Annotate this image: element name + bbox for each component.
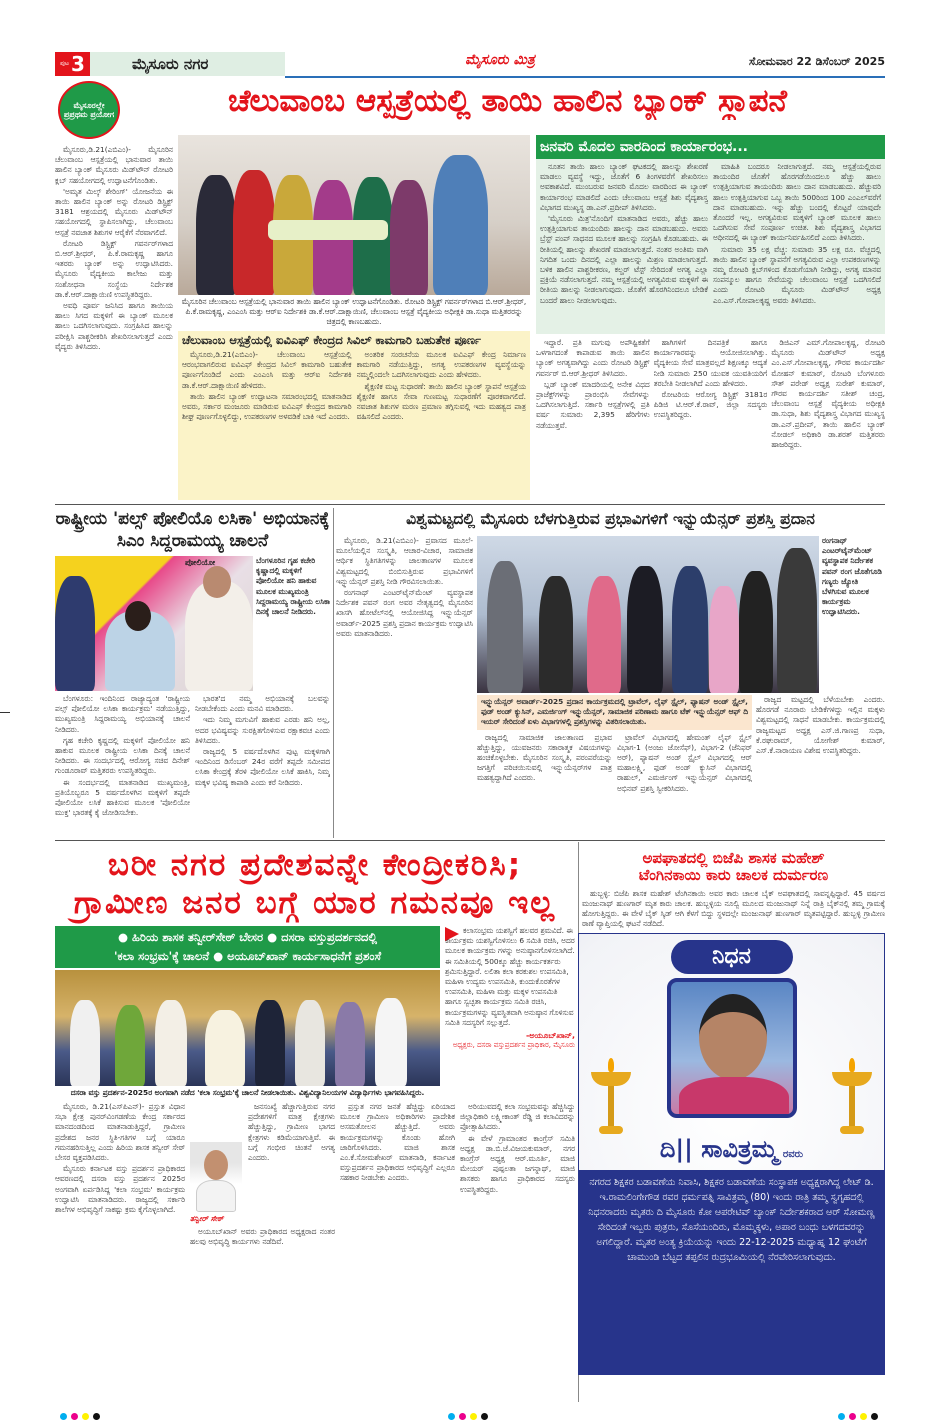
rural-col-4 xyxy=(460,1102,575,1402)
ivf-col-1 xyxy=(182,350,352,498)
lead-left-column xyxy=(55,145,173,500)
lead-side-stack xyxy=(536,135,885,500)
ayub-khan-quote: ಕಲಾಸಂಭ್ರಮ ಯಶಸ್ವಿಗೆ ಹಲವರ ಶ್ರಮವಿದೆ. ಈ ಕಾರ್ಯಕ್ರಮ ಯಶಸ್ವಿಗೊಳಿಸಲು 6 ಸಮಿತಿ ರಚಿಸಿ, ಅದರ ಮೂಲಕ ಕಾರ್ಯಕ್ರಮ ಗಳನ್ನು ಅನುಷ್ಠಾನಗೊಳಿಸಲಾಗಿದೆ. ಈ ಸಮಿತಿಯಲ್ಲಿ 500ಕ್ಕೂ ಹೆಚ್ಚು ಕಾರ್ಯಕರ್ತರು ಶ್ರಮಿಸುತ್ತಿದ್ದಾರೆ. ಲಲಿತಾ ಕಲಾ ಕರಕುಶಲ ಉಪಸಮಿತಿ, ಮಹಿಳಾ ಉದ್ಯಮ ಉಪಸಮಿತಿ, ಕುಂದುಕೊರತೆಗಳ ಉಪಸಮಿತಿ, ಮಹಿಳಾ ಮತ್ತು ಮಕ್ಕಳ ಉಪಸಮಿತಿ ಹಾಗೂ ಸ್ವಚ್ಛತಾ ಕಾರ್ಯಕ್ರಮ ಸಮಿತಿ ರಚಿಸಿ, ಕಾರ್ಯಕ್ರಮಗಳನ್ನು ವ್ಯವಸ್ಥಿತವಾಗಿ ಅನುಷ್ಠಾನ ಗೊಳಿಸುವ ಸಮಿತಿ ಸದಸ್ಯರಿಗೆ ಸಲ್ಲುತ್ತದೆ. xyxy=(445,926,575,1027)
polio-col-2 xyxy=(195,694,330,836)
right-oil-lamp-icon xyxy=(830,978,874,1134)
polio-headline: ರಾಷ್ಟ್ರೀಯ 'ಪಲ್ಸ್ ಪೋಲಿಯೊ ಲಸಿಕಾ' ಅಭಿಯಾನಕ್ಕೆ ಸಿಎಂ ಸಿದ್ದರಾಮಯ್ಯ ಚಾಲನೆ xyxy=(55,509,330,551)
side-heading: ಜನವರಿ ಮೊದಲ ವಾರದಿಂದ ಕಾರ್ಯಾರಂಭ... xyxy=(540,139,748,155)
paragraph: ರಾಜ್ಯದಲ್ಲಿ 5 ವರ್ಷದೊಳಗಿನ ಪುಟ್ಟ ಮಕ್ಕಳಿಗಾಗಿ ಇಂದಿನಿಂದ ಡಿಸೆಂಬರ್ 24ರ ವರೆಗೆ ತಪ್ಪದೇ ಸಮೀಪದ ಲಸಿಕಾ ಕೇಂದ್ರಕ್ಕೆ ತೆರಳಿ ಪೋಲಿಯೋ ಲಸಿಕೆ ಹಾಕಿಸಿ, ನಿಮ್ಮ ಮಕ್ಕಳ ಭವಿಷ್ಯ ಕಾಪಾಡಿ ಎಂದು ಕರೆ ನೀಡಿದರು. xyxy=(195,747,330,787)
registration-marks-left xyxy=(60,1405,104,1424)
paragraph: ರಾಜ್ಯದ ಮಟ್ಟದಲ್ಲಿ ಬೆಳೆಯಬೇಕು ಎಂದರು. ಹೊರಗಡೆ ನೂರಾರು ಬೇಡಿಕೆಗಳಿದ್ದು ಇಲ್ಲಿನ ಮಕ್ಕಳು ವಿಶ್ವಮಟ್ಟದಲ್ಲಿ ಸಾಧನೆ ಮಾಡಬೇಕು. ಕಾರ್ಯಕ್ರಮದಲ್ಲಿ ರಾಜ್ಯಮಟ್ಟದ ಅಧ್ಯಕ್ಷ ಎಸ್.ಜಿ.ಗಾಣಪ್ರ ಸುಧಾ, ಕೆ.ರಘುರಾಮ್, ಯೋಗೇಶ್ ಕುಮಾರ್, ಎಸ್.ಕೆ.ನಾರಾಯಣ ವಿಶೇಷ ಉಪಸ್ಥಿತರಿದ್ದರು. xyxy=(756,695,885,756)
kala-sambhrama-photo xyxy=(55,970,440,1086)
influencer-col-3 xyxy=(617,733,752,836)
left-oil-lamp-icon xyxy=(589,978,633,1134)
influencer-caption: ಇನ್ಫ್ಲುಯೆನ್ಸರ್ ಅವಾರ್ಡ್-2025 ಪ್ರದಾನ ಕಾರ್ಯಕ್ರಮದಲ್ಲಿ ಟ್ರಾವೆಲ್, ಲೈಫ್ ಸ್ಟೈಲ್, ಫ್ಯಾಷನ್ ಅಂಡ್ ಸ್ಟೈಲ್, ಫುಡ್ ಅಂಡ್ ಕ್ಯುಸಿನ್, ಎಮರ್ಜಿಂಗ್ ಇನ್ಫ್ಲುಯೆನ್ಸರ್, ಸಾಮಾಜಿಕ ಪರಿಣಾಮ ಹಾಗೂ ಟೆಕ್ ಇನ್ಫ್ಲುಯೆನ್ಸರ್ ಆಫ್ ದಿ ಇಯರ್ ಸೇರಿದಂತೆ ಏಳು ವಿಭಾಗಗಳಲ್ಲಿ ಪ್ರಶಸ್ತಿಗಳನ್ನು ವಿತರಿಸಲಾಯಿತು. xyxy=(477,695,752,730)
paragraph: ನೂತನ ತಾಯಿ ಹಾಲು ಬ್ಯಾಂಕ್ ಘಟಕದಲ್ಲಿ ಹಾಲನ್ನು ಶೇಖರಣೆ ಮಾಡಲು ವ್ಯವಸ್ಥೆ ಇದ್ದು, ಜೊತೆಗೆ 6 ತಿಂಗಳವರೆಗೆ ಶೇಖರಿಸಲು ಅವಕಾಶವಿದೆ. ಮುಂಬರುವ ಜನವರಿ ಮೊದಲ ವಾರದಿಂದ ಈ ಬ್ಯಾಂಕ್ ಕಾರ್ಯಾರಂಭ ಮಾಡಲಿದೆ ಎಂದು ಚೆಲುವಾಂಬ ಆಸ್ಪತ್ರೆ ಶಿಶು ವೈದ್ಯಶಾಸ್ತ್ರ ವಿಭಾಗದ ಮುಖ್ಯಸ್ಥ ಡಾ.ಎನ್.ಪ್ರದೀಪ್ ತಿಳಿಸಿದರು. xyxy=(540,162,708,212)
polio-photo-side-caption: ಬೆಂಗಳೂರಿನ ಗೃಹ ಕಚೇರಿ ಕೃಷ್ಣಾದಲ್ಲಿ ಮಕ್ಕಳಿಗೆ ಪೋಲಿಯೋ ಹನಿ ಹಾಕುವ ಮೂಲಕ ಮುಖ್ಯಮಂತ್ರಿ ಸಿದ್ದರಾಮಯ್ಯ ರಾಷ್ಟ್ರೀಯ ಲಸಿಕಾ ದಿನಕ್ಕೆ ಚಾಲನೆ ನೀಡಿದರು. xyxy=(256,556,330,617)
rural-col-2-top: ಜನಸಂಖ್ಯೆ ಹೆಚ್ಚಾಗುತ್ತಿರುವ ನಗರ ಪ್ರದೇಶಗಳಿಗೆ ಮಾತ್ರ ಕ್ಷೇತ್ರಗಳು ಹೆಚ್ಚುತ್ತಿದ್ದು, ಗ್ರಾಮೀಣ ಭಾಗದ ಕ್ಷೇತ್ರಗಳು ಕಡಿಮೆಯಾಗುತ್ತಿವೆ. ಈ ಬಗ್ಗೆ ಗಂಭೀರ ಚಿಂತನೆ ಅಗತ್ಯ ಎಂದರು. xyxy=(248,1102,335,1163)
ivf-box xyxy=(178,331,530,500)
ivf-col-2 xyxy=(357,350,527,498)
paragraph: ಬೆಂಗಳೂರು: ಇಂದಿನಿಂದ ರಾಜ್ಯಾದ್ಯಂತ 'ರಾಷ್ಟ್ರೀಯ ಪಲ್ಸ್ ಪೋಲಿಯೋ ಲಸಿಕಾ ಕಾರ್ಯಕ್ರಮ' ನಡೆಯುತ್ತಿದ್ದು, ಮುಖ್ಯಮಂತ್ರಿ ಸಿದ್ದರಾಮಯ್ಯ ಅಭಿಯಾನಕ್ಕೆ ಚಾಲನೆ ನೀಡಿದರು. xyxy=(55,694,190,734)
paragraph: ಟ್ರಾವೆಲ್ ವಿಭಾಗದಲ್ಲಿ ಹೇಮಂತ್ ಲೈಫ್ ಸ್ಟೈಲ್ ವಿಭಾಗ-1 (ಅಂಜು ಜೋಸೆಫ್), ವಿಭಾಗ-2 (ಜೆನಿಫರ್ ಅರ್), ಫ್ಯಾಷನ್ ಅಂಡ್ ಸ್ಟೈಲ್ ವಿಭಾಗದಲ್ಲಿ ಆರ್ ಮಹಾಲಕ್ಷ್ಮಿ, ಫುಡ್ ಅಂಡ್ ಕ್ಯುಸಿನ್ ವಿಭಾಗದಲ್ಲಿ ರಾಹುಲ್, ಎಮರ್ಜಿಂಗ್ ಇನ್ಫ್ಲುಯೆನ್ಸರ್ ವಿಭಾಗದಲ್ಲಿ ಅಭಿನವ್ ಪ್ರಶಸ್ತಿ ಸ್ವೀಕರಿಸಿದರು. xyxy=(617,732,752,793)
deceased-name-suffix: ರವರು xyxy=(782,1149,804,1161)
divider xyxy=(55,840,885,841)
milk-bank-photo-caption: ಮೈಸೂರಿನ ಚೆಲುವಾಂಬ ಆಸ್ಪತ್ರೆಯಲ್ಲಿ ಭಾನುವಾರ ತಾಯಿ ಹಾಲಿನ ಬ್ಯಾಂಕ್ ಉದ್ಘಾಟನೆಗೊಂಡಿತು. ರೋಟರಿ ಡಿಸ್ಟ್ರಿಕ್ಟ್ ಗವರ್ನರ್‌ಗಳಾದ ಬಿ.ಆರ್.ಶ್ರೀಧರ್, ಪಿ.ಕೆ.ರಾಮಕೃಷ್ಣ, ಎಂಎಂಸಿ ಮತ್ತು ಆರ್‌ಐ ನಿರ್ದೇಶಕಿ ಡಾ.ಕೆ.ಆರ್.ದಾಕ್ಷಾಯಿಣಿ, ಚೆಲುವಾಂಬ ಆಸ್ಪತ್ರೆ ವೈದ್ಯಕೀಯ ಅಧೀಕ್ಷಕಿ ಡಾ.ಸುಧಾ ಮತ್ತಿತರರನ್ನು ಚಿತ್ರದಲ್ಲಿ ಕಾಣಬಹುದು. xyxy=(181,297,527,326)
influencer-col-2 xyxy=(477,733,612,836)
side-col-4 xyxy=(654,338,768,500)
paragraph: ರೋಟರಿ ಡಿಸ್ಟ್ರಿಕ್ಟ್ ಗವರ್ನರ್‌ಗಳಾದ ಬಿ.ಆರ್.ಶ್ರೀಧರ್, ಪಿ.ಕೆ.ರಾಮಕೃಷ್ಣ ಹಾಗೂ ಇತರರು ಬ್ಯಾಂಕ್ ಅನ್ನು ಉದ್ಘಾಟಿಸಿದರು. ಮೈಸೂರು ವೈದ್ಯಕೀಯ ಕಾಲೇಜು ಮತ್ತು ಸಂಶೋಧನಾ ಸಂಸ್ಥೆಯ ನಿರ್ದೇಶಕ ಡಾ.ಕೆ.ಆರ್.ದಾಕ್ಷಾಯಿಣಿ ಉಪಸ್ಥಿತರಿದ್ದರು. xyxy=(55,238,173,299)
page-number-box xyxy=(55,52,90,76)
obituary-box xyxy=(578,933,885,1375)
section-label: ಮೈಸೂರು ನಗರ xyxy=(90,52,285,76)
paragraph: ಮಾಹಿತಿ ಬಂದರೂ ನೀಡಲಾಗುತ್ತದೆ. ನಮ್ಮ ಆಸ್ಪತ್ರೆಯಲ್ಲಿರುವ ತಾಯಂದಿರ ಜೊತೆಗೆ ಹೊರಗಡೆಯಿಂದಲೂ ಹೆಚ್ಚು ಹಾಲು ಉತ್ಪತ್ತಿಯಾಗುವ ತಾಯಂದಿರು ಹಾಲು ದಾನ ಮಾಡಬಹುದು. ಹೆಚ್ಚುವರಿ ಹಾಲು ಉತ್ಪತ್ತಿಯಾಗುವ ಒಬ್ಬ ತಾಯಿ 500ರಿಂದ 100 ಎಂಎಲ್‌ವರೆಗೆ ದಾನ ಮಾಡಬಹುದು. ಇನ್ನು ಹೆಚ್ಚು ಬಂದಲ್ಲಿ ಕೊಟ್ಟರೆ ಯಾವುದೇ ತೊಂದರೆ ಇಲ್ಲ. ಅಗತ್ಯವಿರುವ ಮಕ್ಕಳಿಗೆ ಬ್ಯಾಂಕ್ ಮೂಲಕ ಹಾಲು ಒದಗಿಸುವ ಸೇವೆ ಸಂಪೂರ್ಣ ಉಚಿತ. ಶಿಶು ವೈದ್ಯಶಾಸ್ತ್ರ ವಿಭಾಗದ ಅಧೀನದಲ್ಲಿ ಈ ಬ್ಯಾಂಕ್ ಕಾರ್ಯನಿರ್ವಹಿಸಲಿದೆ ಎಂದು ತಿಳಿಸಿದರು. xyxy=(713,162,881,243)
rural-headline-line-2: ಗ್ರಾಮೀಣ ಜನರ ಬಗ್ಗೆ ಯಾರ ಗಮನವೂ ಇಲ್ಲ xyxy=(73,885,557,921)
deceased-name-row xyxy=(579,1134,884,1170)
paragraph: ಮೈಸೂರು, ಡಿ.21(ಎಬಿಎಂ)- ಪ್ರವಾಸದ ಮೂಲೆ-ಮೂಲೆಯಲ್ಲಿನ ಸಂಸ್ಕೃತಿ, ಆಚಾರ-ವಿಚಾರ, ಸಾಮಾಜಿಕ ಆರ್ಥಿಕ ಸ್ಥಿತಿಗತಿಗಳನ್ನು ಜಾಲತಾಣಗಳ ಮೂಲಕ ವಿಶ್ವಮಟ್ಟದಲ್ಲಿ ಬಿಂಬಿಸುತ್ತಿರುವ ಪ್ರಭಾವಿಗಳಿಗೆ ಇನ್ಫ್ಲುಯೆನ್ಸರ್ ಪ್ರಶಸ್ತಿ ನೀಡಿ ಗೌರವಿಸಲಾಯಿತು. xyxy=(336,536,473,586)
polio-col-1 xyxy=(55,694,190,836)
polio-photo xyxy=(55,556,253,691)
paragraph: ಮೈಸೂರು,ಡಿ.21(ಎಬಿಎಂ)- ಮೈಸೂರಿನ ಚೆಲುವಾಂಬ ಆಸ್ಪತ್ರೆಯಲ್ಲಿ ಭಾನುವಾರ ತಾಯಿ ಹಾಲಿನ ಬ್ಯಾಂಕ್ ಮೈಸೂರು ಮಿಡ್‌ಟೌನ್ ರೋಟರಿ ಕ್ಲಬ್ ಸಹಯೋಗದಲ್ಲಿ ಉದ್ಘಾಟನೆಗೊಂಡಿತು. xyxy=(55,145,173,185)
crop-mark xyxy=(0,712,10,713)
paragraph: ಮೈಸೂರು,ಡಿ.21(ಎಬಿಎಂ)- ಚೆಲುವಾಂಬ ಆಸ್ಪತ್ರೆಯಲ್ಲಿ ಆರಂಭವಾಗಲಿರುವ ಐವಿಎಫ್ ಕೇಂದ್ರದ ಸಿವಿಲ್ ಕಾಮಗಾರಿ ಬಹುತೇಕ ಪೂರ್ಣಗೊಂಡಿದೆ ಎಂದು ಎಂಎಂಸಿ ಮತ್ತು ಆರ್‌ಐ ನಿರ್ದೇಶಕಿ ಡಾ.ಕೆ.ಆರ್.ದಾಕ್ಷಾಯಿಣಿ ಹೇಳಿದರು. xyxy=(182,350,352,390)
paragraph: ಈ ವೇಳೆ ಗ್ರಾಮಾಂತರ ಕಾಂಗ್ರೆಸ್ ಸಮಿತಿ ಅಧ್ಯಕ್ಷ ಡಾ.ಬಿ.ಜೆ.ವಿಜಯಕುಮಾರ್, ನಗರ ಕಾಂಗ್ರೆಸ್ ಅಧ್ಯಕ್ಷ ಆರ್.ಮೂರ್ತಿ, ಮಾಜಿ ಮೇಯರ್ ಪುಷ್ಪಲತಾ ಜಗನ್ನಾಥ್, ಮಾಜಿ ಶಾಸಕರು ಹಾಗೂ ಪ್ರಾಧಿಕಾರದ ಸದಸ್ಯರು ಉಪಸ್ಥಿತರಿದ್ದರು. xyxy=(460,1133,575,1194)
rural-subheading-bar xyxy=(55,926,440,968)
paragraph: ಇದ್ದಾರೆ. ಪ್ರತಿ ಮಗುವು ಅಪೌಷ್ಟಿಕತೆಗೆ ಒಳಗಾಗದಂತೆ ಕಾಪಾಡುವ ತಾಯಿ ಹಾಲಿನ ಬ್ಯಾಂಕ್ ಅಗತ್ಯವಾಗಿದ್ದು ಎಂದು ರೋಟರಿ ಡಿಸ್ಟ್ರಿಕ್ಟ್ ಗವರ್ನರ್ ಬಿ.ಆರ್.ಶ್ರೀಧರ್ ತಿಳಿಸಿದರು. xyxy=(536,338,650,378)
quote-arrow-icon xyxy=(445,927,459,941)
side-col-1 xyxy=(540,162,708,331)
side-col-3 xyxy=(536,338,650,500)
divider xyxy=(55,504,885,505)
paragraph: ಇದು ನಿಮ್ಮ ಮಗುವಿಗೆ ಹಾಕುವ ಎರಡು ಹನಿ ಅಲ್ಲ, ಅದರ ಭವಿಷ್ಯವನ್ನು ಸುರಕ್ಷಿತಗೊಳಿಸುವ ರಕ್ಷಾಕವಚ ಎಂದು ತಿಳಿಸಿದರು. xyxy=(195,715,330,745)
paragraph: ಈ ಸಂದರ್ಭದಲ್ಲಿ ಮಾತನಾಡಿದ ಮುಖ್ಯಮಂತ್ರಿ, ಪ್ರತಿಯೊಬ್ಬರೂ 5 ವರ್ಷದೊಳಗಿನ ಮಕ್ಕಳಿಗೆ ತಪ್ಪದೇ ಪೋಲಿಯೋ ಲಸಿಕೆ ಹಾಕಿಸುವ ಮೂಲಕ 'ಪೋಲಿಯೋ ಮುಕ್ತ' ಭಾರತಕ್ಕೆ ಕೈ ಜೋಡಿಸಬೇಕು. xyxy=(55,777,190,818)
tanveer-sait-portrait xyxy=(190,1142,242,1212)
side-box xyxy=(536,159,885,334)
paragraph: ಬ್ಲಡ್ ಬ್ಯಾಂಕ್ ಮಾದರಿಯಲ್ಲಿ ಅನೇಕ ವಿಧದ ಪ್ರಾಜೆಕ್ಟ್‌ಗಳನ್ನು ಪ್ರಾರಂಭಿಸಿ ಸೇವೆಗಳನ್ನು ಒದಗಿಸಲಾಗುತ್ತಿದೆ. ಸರ್ಕಾರಿ ಆಸ್ಪತ್ರೆಗಳಲ್ಲಿ ಪ್ರತಿ ವರ್ಷ ಸುಮಾರು 2,395 ಹೆರಿಗೆಗಳು ನಡೆಯುತ್ತವೆ. xyxy=(536,379,650,430)
divider xyxy=(333,508,334,838)
influencer-photo-side-caption: ರಂಗನಾಥ್ ಎಂಟರ್‌ಟೈನ್‌ಮೆಂಟ್ ವ್ಯವಸ್ಥಾಪಕ ನಿರ್ದೇಶಕ ಪವನ್ ರಂಗ ಜೊತೆಗೂಡಿ ಗಣ್ಯರು ಜ್ಯೋತಿ ಬೆಳಗಿಸುವ ಮೂಲಕ ಕಾರ್ಯಕ್ರಮ ಉದ್ಘಾಟಿಸಿದರು. xyxy=(822,536,882,617)
deceased-name: ದಿ|| ಸಾವಿತ್ರಮ್ಮ xyxy=(659,1135,778,1164)
rural-col-1 xyxy=(55,1102,185,1402)
rural-col-2-rest: ಅಯೂಬ್‌ಖಾನ್ ಅವರು ಪ್ರಾಧಿಕಾರದ ಅಧ್ಯಕ್ಷರಾದ ನಂತರ ಹಲವು ಅಭಿವೃದ್ಧಿ ಕಾರ್ಯಗಳು ನಡೆದಿವೆ. xyxy=(190,1227,335,1247)
paragraph: ಗೃಹ ಕಚೇರಿ ಕೃಷ್ಣದಲ್ಲಿ ಮಕ್ಕಳಿಗೆ ಪೋಲಿಯೋ ಹನಿ ಹಾಕುವ ಮೂಲಕ ರಾಷ್ಟ್ರೀಯ ಲಸಿಕಾ ದಿನಕ್ಕೆ ಚಾಲನೆ ನೀಡಿದರು. ಈ ಸಂದರ್ಭದಲ್ಲಿ ಆರೋಗ್ಯ ಸಚಿವ ದಿನೇಶ್ ಗುಂಡೂರಾವ್ ಮತ್ತಿತರರು ಉಪಸ್ಥಿತರಿದ್ದರು. xyxy=(55,735,190,776)
header-rule xyxy=(285,76,885,78)
paragraph: ಅರಿಯುವದಲ್ಲಿ ಕಲಾ ಸಂಭ್ರಮವನ್ನು ಹೆಚ್ಚಿಸಿದ್ದು ಜಿಲ್ಲಾಧಿಕಾರಿ ಲಕ್ಷ್ಮೀಕಾಂತ್ ರೆಡ್ಡಿ ಜಿ ಕಲಾವಿದರನ್ನು ಪ್ರೋತ್ಸಾಹಿಸಿದರು. xyxy=(460,1102,575,1132)
lead-centre-stack xyxy=(178,135,530,500)
first-in-mysuru-badge xyxy=(58,81,120,139)
paragraph: ಮೈಸೂರು, ಡಿ.21(ಎಸ್‌ಪಿಎನ್)- ಪ್ರಸ್ತುತ ವಿಧಾನ ಸಭಾ ಕ್ಷೇತ್ರ ಪುನರ್‌ವಿಂಗಡಣೆಯ ಕೇಂದ್ರ ಸರ್ಕಾರದ ಮಾನದಂಡದಿಂದ ಮಾತನಾಡುತ್ತಿದ್ದರೆ, ಗ್ರಾಮೀಣ ಪ್ರದೇಶದ ಜನರ ಸ್ಥಿತಿ-ಗತಿಗಳ ಬಗ್ಗೆ ಯಾರೂ ಗಮನಹರಿಸುತ್ತಿಲ್ಲ ಎಂದು ಹಿರಿಯ ಶಾಸಕ ತನ್ವೀರ್ ಸೇಠ್ ಬೇಸರ ವ್ಯಕ್ತಪಡಿಸಿದರು. xyxy=(55,1102,185,1163)
masthead: ಮೈಸೂರು ಮಿತ್ರ xyxy=(465,52,535,68)
accident-body: ಹುಬ್ಬಳ್ಳಿ: ಬಿಜೆಪಿ ಶಾಸಕ ಮಹೇಶ್ ಟೆಂಗಿನಕಾಯಿ ಅವರ ಕಾರು ಚಾಲಕ ಬೈಕ್ ಅಪಘಾತದಲ್ಲಿ ಸಾವನ್ನಪ್ಪಿದ್ದಾರೆ. 45 ವರ್ಷದ ಮಂಜುನಾಥ್ ಹುಣಗಾರ್ ಮೃತ ಕಾರು ಚಾಲಕ. ಹುಬ್ಬಳ್ಳಿಯ ನೂಲ್ವಿ ಮೂಲದ ಮಂಜುನಾಥ್ ನಿನ್ನೆ ರಾತ್ರಿ ಬೈಕ್‌ನಲ್ಲಿ ತಮ್ಮ ಗ್ರಾಮಕ್ಕೆ ಹೋಗುತ್ತಿದ್ದರು. ಈ ವೇಳೆ ಬೈಕ್ ಸ್ಕಿಡ್ ಆಗಿ ಕೆಳಗೆ ಬಿದ್ದು ಸ್ಥಳದಲ್ಲೇ ಮಂಜುನಾಥ್ ಹುಣಗಾರ್ ಮೃತಪಟ್ಟಿದ್ದಾರೆ. ಹುಬ್ಬಳ್ಳಿ ಗ್ರಾಮೀಣ ಠಾಣೆ ವ್ಯಾಪ್ತಿಯಲ್ಲಿ ಘಟನೆ ನಡೆದಿದೆ. xyxy=(582,888,885,929)
rural-subheading-2: 'ಕಲಾ ಸಂಭ್ರಮ'ಕ್ಕೆ ಚಾಲನೆ ● ಅಯೂಬ್‌ಖಾನ್ ಕಾರ್ಯಸಾಧನೆಗೆ ಪ್ರಶಂಸೆ xyxy=(113,949,382,963)
page-label: ಪುಟ xyxy=(60,60,69,67)
milk-bank-photo xyxy=(178,135,530,295)
paragraph: ಡಿಜಿಎನ್ ಎಮ್.ಗೋಪಾಲಕೃಷ್ಣ, ರೋಟರಿ ಮೈಸೂರು ಮಿಡ್‌ಟೌನ್ ಅಧ್ಯಕ್ಷ ಎಂ.ಎಸ್.ಗೋಪಾಲಕೃಷ್ಣ, ಗೌರವ ಕಾರ್ಯದರ್ಶಿ ಮೋಹನ್ ಕುಮಾರ್, ರೋಟರಿ ಬೆಂಗಳೂರು ಸೌತ್ ಪರೇಡ್ ಅಧ್ಯಕ್ಷ ಸುರೇಶ್ ಕುಮಾರ್, ಗೌರವ ಕಾರ್ಯದರ್ಶಿ ಸತೀಶ್ ಚಂದ್ರ, ಚೆಲುವಾಂಬ ಆಸ್ಪತ್ರೆ ವೈದ್ಯಕೀಯ ಅಧೀಕ್ಷಕಿ ಡಾ.ಸುಧಾ, ಶಿಶು ವೈದ್ಯಶಾಸ್ತ್ರ ವಿಭಾಗದ ಮುಖ್ಯಸ್ಥ ಡಾ.ಎನ್.ಪ್ರದೀಪ್, ತಾಯಿ ಹಾಲಿನ ಬ್ಯಾಂಕ್ ನೋಡಲ್ ಅಧಿಕಾರಿ ಡಾ.ಶರತ್ ಮತ್ತಿತರರು ಹಾಜರಿದ್ದರು. xyxy=(771,338,886,450)
polio-photo-banner: ಪೋಲಿಯೋ xyxy=(185,558,216,567)
rural-col-2 xyxy=(190,1102,335,1402)
rural-col-3 xyxy=(340,1102,455,1402)
influencer-article xyxy=(336,508,885,836)
paragraph: ರಂಗನಾಥ್ ಎಂಟರ್‌ಟೈನ್‌ಮೆಂಟ್ ವ್ಯವಸ್ಥಾಪಕ ನಿರ್ದೇಶಕ ಪವನ್ ರಂಗ ಅವರ ನೇತೃತ್ವದಲ್ಲಿ ಮೈಸೂರಿನ ಖಾಸಗಿ ಹೋಟೆಲ್‌ನಲ್ಲಿ ಆಯೋಜಿಸಿದ್ದ ಇನ್ಫ್ಲುಯೆನ್ಸರ್ ಅವಾರ್ಡ್-2025 ಪ್ರಶಸ್ತಿ ಪ್ರದಾನ ಕಾರ್ಯಕ್ರಮ ಉದ್ಘಾಟಿಸಿ ಅವರು ಮಾತನಾಡಿದರು. xyxy=(336,588,473,638)
paragraph: ಶೈಕ್ಷಣಿಕ ಮಟ್ಟ ಸುಧಾರಣೆ: ತಾಯಿ ಹಾಲಿನ ಬ್ಯಾಂಕ್ ಸ್ಥಾಪನೆ ಆಸ್ಪತ್ರೆಯ ಶೈಕ್ಷಣಿಕ ಹಾಗೂ ಸೇವಾ ಗುಣಮಟ್ಟ ಸುಧಾರಣೆಗೆ ಪೂರಕವಾಗಲಿದೆ. ನವಜಾತ ಶಿಶುಗಳ ಮರಣ ಪ್ರಮಾಣ ತಗ್ಗಿಸುವಲ್ಲಿ ಇದು ಮಹತ್ವದ ಪಾತ್ರ ವಹಿಸಲಿದೆ ಎಂದರು. xyxy=(356,381,526,422)
paragraph: ತಾಯಿ ಹಾಲಿನ ಬ್ಯಾಂಕ್ ಉದ್ಘಾಟನಾ ಸಮಾರಂಭದಲ್ಲಿ ಮಾತನಾಡಿದ ಅವರು, ಸರ್ಕಾರ ಮಂಜೂರು ಮಾಡಿರುವ ಐವಿಎಫ್ ಕೇಂದ್ರದ ಕಾಮಗಾರಿ ಶೀಘ್ರ ಪೂರ್ಣಗೊಳ್ಳಲಿದ್ದು, ಉಪಕರಣಗಳ ಅಳವಡಿಕೆ ಬಾಕಿ ಇದೆ ಎಂದರು. xyxy=(182,391,352,422)
influencer-photo xyxy=(477,536,819,693)
rural-headline-line-1: ಬರೀ ನಗರ ಪ್ರದೇಶವನ್ನೇ ಕೇಂದ್ರೀಕರಿಸಿ; xyxy=(107,847,523,883)
quote-author-role: ಅಧ್ಯಕ್ಷರು, ದಸರಾ ವಸ್ತುಪ್ರದರ್ಶನ ಪ್ರಾಧಿಕಾರ, ಮೈಸೂರು xyxy=(452,1041,575,1050)
paragraph: 'ಅಮೃತ ಮಿಲ್ಕ್ ಶೇರಿಂಗ್' ಯೋಜನೆಯ ಈ ತಾಯಿ ಹಾಲಿನ ಬ್ಯಾಂಕ್ ಅನ್ನು ರೋಟರಿ ಡಿಸ್ಟ್ರಿಕ್ಟ್ 3181 ಆಶ್ರಯದಲ್ಲಿ ಮೈಸೂರು ಮಿಡ್‌ಟೌನ್ ಸಹಯೋಗದಲ್ಲಿ ಸ್ಥಾಪಿಸಲಾಗಿದ್ದು, ಚೆಲುವಾಂಬ ಆಸ್ಪತ್ರೆ ನವಜಾತ ಶಿಶುಗಳ ಆರೈಕೆಗೆ ನೆರವಾಗಲಿದೆ. xyxy=(55,186,173,237)
kala-sambhrama-caption: ದಸರಾ ವಸ್ತು ಪ್ರದರ್ಶನ-2025ರ ಅಂಗವಾಗಿ ನಡೆದ 'ಕಲಾ ಸಂಭ್ರಮ'ಕ್ಕೆ ಚಾಲನೆ ನೀಡಲಾಯಿತು. ವಿಶ್ವವಿದ್ಯಾನಿಲಯಗಳ ವಿದ್ಯಾರ್ಥಿಗಳು ಭಾಗವಹಿಸಿದ್ದರು. xyxy=(70,1088,425,1097)
paragraph: ರೋಟರಿಯ ಆರೋಗ್ಯ ಡಿಸ್ಟ್ರಿಕ್ಟ್ 3181ರ ಪಿಡಿಜಿ ಟಿ.ಆರ್.ಕೆ.ರಾವ್, ಜಿಲ್ಲಾ ಸದಸ್ಯರು ಉಪಸ್ಥಿತರಿದ್ದರು. xyxy=(653,390,768,420)
registration-marks-center xyxy=(448,1405,492,1424)
paragraph: ಪ್ರಸ್ತುತ ನಗರ ಜನತೆ ಹೆಚ್ಚಿದ್ದು ಏರಿಯಾದ ಮೂಲಕ ಗ್ರಾಮೀಣ ಅಧಿಕಾರಿಗಳು ಪ್ರಾದೇಶಿಕ ಅಸಮತೋಲನ ಹೆಚ್ಚುತ್ತಿದೆ. ಅವರು ಕಾರ್ಯಕ್ರಮಗಳನ್ನು ಕೊಂಡು ಹೋಗಿ ಜಾರಿಗೊಳಿಸಿದರು. ಮಾಜಿ ಶಾಸಕ ಎಂ.ಕೆ.ಸೋಮಶೇಖರ್ ಮಾತನಾಡಿ, ಕರ್ನಾಟಕ ವಸ್ತುಪ್ರದರ್ಶನ ಪ್ರಾಧಿಕಾರದ ಅಭಿವೃದ್ಧಿಗೆ ಎಲ್ಲರೂ ಸಹಕಾರ ನೀಡಬೇಕು ಎಂದರು. xyxy=(340,1102,455,1183)
obituary-text: ನಗರದ ಶಿಕ್ಷಕರ ಬಡಾವಣೆಯ ನಿವಾಸಿ, ಶಿಕ್ಷಕರ ಬಡಾವಣೆಯ ಸಂಸ್ಥಾಪಕ ಅಧ್ಯಕ್ಷರಾಗಿದ್ದ ಲೇಟ್ ಡಿ. ಇ.ರಾಮಲಿಂಗೇಗೌಡ ರವರ ಧರ್ಮಪತ್ನಿ ಸಾವಿತ್ರಮ್ಮ (80) ಇಂದು ರಾತ್ರಿ ತಮ್ಮ ಸ್ವಗೃಹದಲ್ಲಿ ನಿಧನರಾದರು ಮೃತರು ದಿ ಮೈಸೂರು ಕೋ ಆಪರೇಟಿವ್ ಬ್ಯಾಂಕ್ ನಿರ್ದೇಶಕರಾದ ಆರ್ ಸೋಮಣ್ಣ ಸೇರಿದಂತೆ ಇಬ್ಬರು ಪುತ್ರರು, ಸೊಸೆಯಂದಿರು, ಮೊಮ್ಮಕ್ಕಳು, ಅಪಾರ ಬಂಧು ಬಳಗದವರನ್ನು ಅಗಲಿದ್ದಾರೆ. ಮೃತರ ಅಂತ್ಯ ಕ್ರಿಯೆಯನ್ನು ಇಂದು 22-12-2025 ಮಧ್ಯಾಹ್ನ 12 ಘಂಟೆಗೆ ಚಾಮುಂಡಿ ಬೆಟ್ಟದ ತಪ್ಪಲಿನ ರುದ್ರಭೂಮಿಯಲ್ಲಿ ನೆರವೇರಿಸಲಾಗುವುದು. xyxy=(579,1170,884,1374)
accident-headline-line-2: ಟೆಂಗಿನಕಾಯಿ ಕಾರು ಚಾಲಕ ದುರ್ಮರಣ xyxy=(638,866,829,885)
accident-headline-line-1: ಅಪಘಾತದಲ್ಲಿ ಬಿಜೆಪಿ ಶಾಸಕ ಮಹೇಶ್ xyxy=(642,849,825,867)
paragraph: ಭಾರತ'ದ ನಮ್ಮ ಅಭಿಯಾನಕ್ಕೆ ಬಲವನ್ನು ನೀಡಬೇಕೆಂದು ಎಂದು ಮನವಿ ಮಾಡಿದರು. xyxy=(195,694,330,714)
page-number: 3 xyxy=(70,52,85,76)
paragraph: ಸುಮಾರು 35 ಲಕ್ಷ ವೆಚ್ಚ: ಸುಮಾರು 35 ಲಕ್ಷ ರೂ. ವೆಚ್ಚದಲ್ಲಿ ತಾಯಿ ಹಾಲಿನ ಬ್ಯಾಂಕ್ ಸ್ಥಾಪನೆಗೆ ಅಗತ್ಯವಿರುವ ಎಲ್ಲಾ ಉಪಕರಣಗಳನ್ನು ನಮ್ಮ ರೋಟರಿ ಕ್ಲಬ್‌ಗಳಿಂದ ಕೊಡುಗೆಯಾಗಿ ನೀಡಿದ್ದು, ಅಗತ್ಯ ಮಾನವ ಸಂಪನ್ಮೂಲ ಹಾಗೂ ಸೇವೆಯನ್ನು ಚೆಲುವಾಂಬ ಆಸ್ಪತ್ರೆ ಒದಗಿಸಲಿದೆ ಎಂದು ರೋಟರಿ ಮೈಸೂರು ಮಿಡ್‌ಟೌನ್ ಅಧ್ಯಕ್ಷ ಎಂ.ಎಸ್.ಗೋಪಾಲಕೃಷ್ಣ ಅವರು ತಿಳಿಸಿದರು. xyxy=(713,244,881,305)
rural-article xyxy=(55,846,575,1402)
paragraph: ಅಂತರಿಕ ಸಂರಚನೆಯ ಮೂಲಕ ಐವಿಎಫ್ ಕೇಂದ್ರ ನಿರ್ಮಾಣ ಕಾಮಗಾರಿ ನಡೆಯುತ್ತಿದ್ದು, ಅಗತ್ಯ ಉಪಕರಣಗಳ ವ್ಯವಸ್ಥೆಯನ್ನು ನಮ್ಮಲ್ಲಿಂದಲೇ ಒದಗಿಸಲಾಗುವುದು ಎಂದು ಹೇಳಿದರು. xyxy=(356,350,526,380)
side-heading-bar xyxy=(536,135,885,159)
influencer-col-1 xyxy=(336,536,473,836)
polio-article xyxy=(55,508,330,836)
ivf-heading: ಚೆಲುವಾಂಬ ಆಸ್ಪತ್ರೆಯಲ್ಲಿ ಐವಿಎಫ್ ಕೇಂದ್ರದ ಸಿವಿಲ್ ಕಾಮಗಾರಿ ಬಹುತೇಕ ಪೂರ್ಣ xyxy=(182,333,481,347)
side-col-2 xyxy=(713,162,881,331)
tanveer-sait-caption: ತನ್ವೀರ್ ಸೇಠ್ xyxy=(190,1214,224,1223)
paragraph: ಅವಧಿ ಪೂರ್ವ ಜನಿಸಿದ ಹಾಗೂ ತಾಯಿಯ ಹಾಲು ಸಿಗದ ಮಕ್ಕಳಿಗೆ ಈ ಬ್ಯಾಂಕ್ ಮೂಲಕ ಹಾಲು ಒದಗಿಸಲಾಗುವುದು. ಸಂಗ್ರಹಿಸಿದ ಹಾಲನ್ನು ಪರೀಕ್ಷಿಸಿ ಪಾಶ್ಚರೀಕರಿಸಿ ಶೇಖರಿಸಲಾಗುತ್ತದೆ ಎಂದು ವೈದ್ಯರು ತಿಳಿಸಿದರು. xyxy=(55,301,173,351)
quote-author: -ಅಯೂಬ್‌ಖಾನ್, xyxy=(525,1031,575,1041)
paragraph: ಹಾಗಿಗಳಿಗೆ ದಿನಪತ್ರಿಕೆ ಹಾಗೂ ಕಾರ್ಯಾಗಾರವನ್ನು ಆಯೋಜಿಸಲಾಗಿತ್ತು. ವೈದ್ಯಕೀಯ ಸೇವೆ ಮಾತ್ರವಲ್ಲದೆ ಶಿಕ್ಷಣಕ್ಕೂ ಆದ್ಯತೆ ನೀಡಿ ಸುಮಾರು 250 ಯುವಕ ಯುವತಿಯರಿಗೆ ತರಬೇತಿ ನೀಡಲಾಗಿದೆ ಎಂದು ಹೇಳಿದರು. xyxy=(653,338,768,388)
registration-marks-right xyxy=(838,1405,882,1424)
rural-subheading-1: ● ಹಿರಿಯ ಶಾಸಕ ತನ್ವೀರ್‌ಸೇಠ್ ಬೇಸರ ● ದಸರಾ ವಸ್ತುಪ್ರದರ್ಶನದಲ್ಲಿ xyxy=(117,930,378,944)
badge-text: ಮೈಸೂರಲ್ಲೇ ಪ್ರಪ್ರಥಮ ಪ್ರಯೋಗ xyxy=(63,101,115,119)
obituary-title-pill xyxy=(671,940,793,974)
obituary-portrait xyxy=(667,978,797,1118)
obituary-title: ನಿಧನ xyxy=(712,944,751,970)
issue-date: ಸೋಮವಾರ 22 ಡಿಸೆಂಬರ್ 2025 xyxy=(748,55,885,68)
side-col-5 xyxy=(771,338,885,500)
lead-headline: ಚೆಲುವಾಂಬ ಆಸ್ಪತ್ರೆಯಲ್ಲಿ ತಾಯಿ ಹಾಲಿನ ಬ್ಯಾಂಕ್ ಸ್ಥಾಪನೆ xyxy=(228,84,787,119)
influencer-headline: ವಿಶ್ವಮಟ್ಟದಲ್ಲಿ ಮೈಸೂರು ಬೆಳಗುತ್ತಿರುವ ಪ್ರಭಾವಿಗಳಿಗೆ ಇನ್ಫ್ಲುಯೆನ್ಸರ್ ಪ್ರಶಸ್ತಿ ಪ್ರದಾನ xyxy=(406,510,815,528)
influencer-col-4 xyxy=(756,695,885,836)
paragraph: ರಾಜ್ಯದಲ್ಲಿ ಸಾಮಾಜಿಕ ಜಾಲತಾಣದ ಪ್ರಭಾವ ಹೆಚ್ಚುತ್ತಿದ್ದು, ಯುವಜನರು ಸಕಾರಾತ್ಮಕ ವಿಷಯಗಳನ್ನು ಹಂಚಿಕೊಳ್ಳಬೇಕು. ಮೈಸೂರಿನ ಸಂಸ್ಕೃತಿ, ಪರಂಪರೆಯನ್ನು ಜಗತ್ತಿಗೆ ಪರಿಚಯಿಸುವಲ್ಲಿ ಇನ್ಫ್ಲುಯೆನ್ಸರ್‌ಗಳ ಪಾತ್ರ ಮಹತ್ವದ್ದಾಗಿದೆ ಎಂದರು. xyxy=(477,732,612,783)
right-bottom-stack xyxy=(582,850,885,1375)
paragraph: 'ಮೈಸೂರು ಮಿತ್ರ'ನೊಂದಿಗೆ ಮಾತನಾಡಿದ ಅವರು, ಹೆಚ್ಚು ಹಾಲು ಉತ್ಪತ್ತಿಯಾಗುವ ತಾಯಂದಿರು ಹಾಲನ್ನು ದಾನ ಮಾಡಬಹುದು. ಅವರು ಬ್ರೆಸ್ಟ್ ಪಂಪ್ ಸಾಧನದ ಮೂಲಕ ಹಾಲನ್ನು ಸಂಗ್ರಹಿಸಿ ಕೊಡಬಹುದು. ಈ ರೀತಿಯಲ್ಲಿ ಹಾಲನ್ನು ಶೇಖರಣೆ ಮಾಡಲಾಗುತ್ತದೆ. ನಂತರ ಅಂತಿಮ ವಾಗಿ ನಿಗದಿತ ಒಂದು ದಿನದಲ್ಲಿ ಎಲ್ಲಾ ಹಾಲನ್ನು ಮಿಶ್ರಣ ಮಾಡಲಾಗುತ್ತದೆ. ಬಳಿಕ ಹಾಲಿನ ಪಾಶ್ಚರೀಕರಣ, ಕಲ್ಚರ್ ಟೆಸ್ಟ್ ಸೇರಿದಂತೆ ಅಗತ್ಯ ಎಲ್ಲಾ ಪ್ರಕ್ರಿಯೆ ನಡೆಸಲಾಗುತ್ತದೆ. ನಮ್ಮ ಆಸ್ಪತ್ರೆಯಲ್ಲಿ ಅಗತ್ಯವಿರುವ ಮಕ್ಕಳಿಗೆ ಈ ರೀತಿಯ ಹಾಲನ್ನು ನೀಡಲಾಗುವುದು. ಜೊತೆಗೆ ಹೊರಗಿನಿಂದಲೂ ಬೇಡಿಕೆ ಬಂದರೆ ಹಾಲು ನೀಡಲಾಗುವುದು. xyxy=(540,214,708,305)
paragraph: ಮೈಸೂರು ಕರ್ನಾಟಕ ವಸ್ತು ಪ್ರದರ್ಶನ ಪ್ರಾಧಿಕಾರದ ಆವರಣದಲ್ಲಿ ದಸರಾ ವಸ್ತು ಪ್ರದರ್ಶನ 2025ರ ಅಂಗವಾಗಿ ಏರ್ಪಡಿಸಿದ್ದ 'ಕಲಾ ಸಂಭ್ರಮ' ಕಾರ್ಯಕ್ರಮ ಉದ್ಘಾಟಿಸಿ ಮಾತನಾಡಿದರು. ರಾಜ್ಯದಲ್ಲಿ ಸರ್ಕಾರಿ ಶಾಲೆಗಳ ಅಭಿವೃದ್ಧಿಗೆ ಸಾಕಷ್ಟು ಕ್ರಮ ಕೈಗೊಳ್ಳಲಾಗಿದೆ. xyxy=(55,1164,185,1215)
